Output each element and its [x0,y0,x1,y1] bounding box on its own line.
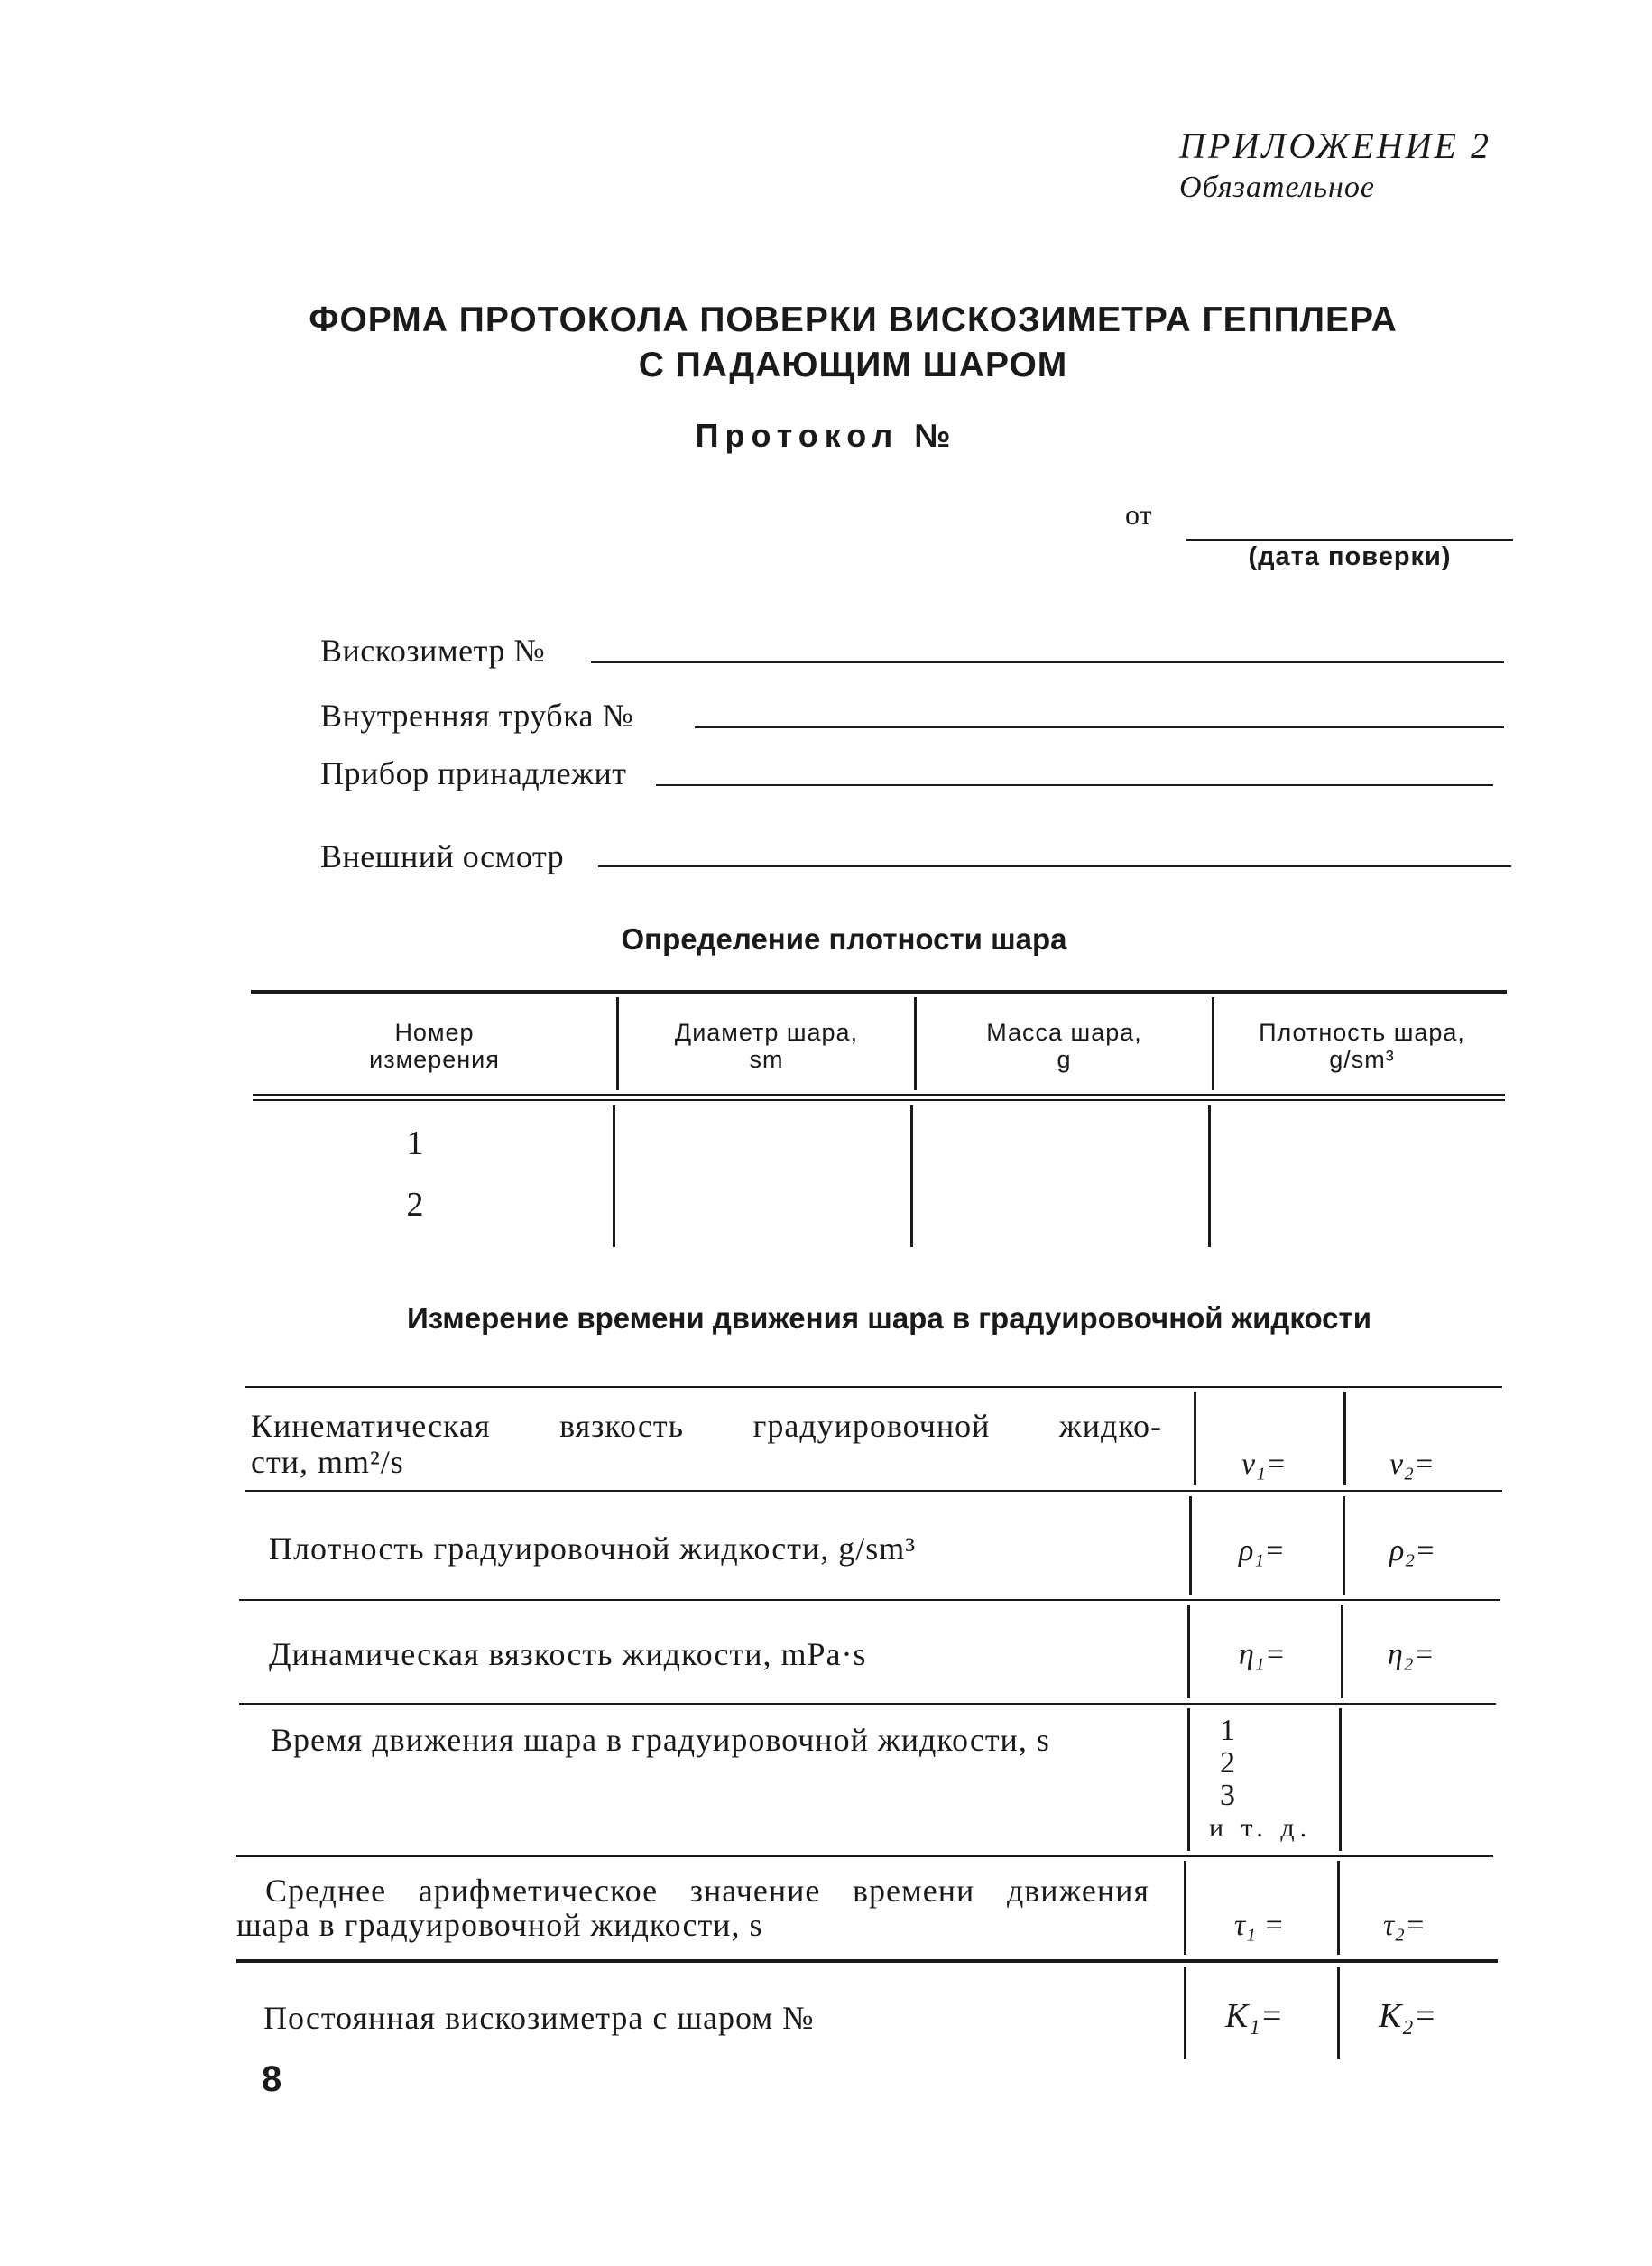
mean-time-value-1: τ₁ = [1234,1909,1285,1942]
time-col-divider-b3 [1341,1605,1343,1698]
fall-time-item-1: 1 [1220,1714,1235,1747]
dynamic-viscosity-label: Динамическая вязкость жидкости, mPa·s [269,1636,867,1672]
appendix-note: Обязательное [1179,171,1375,204]
time-col-divider-a3 [1187,1605,1190,1698]
page-number: 8 [262,2059,282,2099]
viscometer-constant-value-2: K₂= [1379,1997,1437,2035]
time-col-divider-a4 [1187,1708,1190,1851]
viscometer-constant-label: Постоянная вискозиметра с шаром № [263,2000,815,2036]
title-line-1: ФОРМА ПРОТОКОЛА ПОВЕРКИ ВИСКОЗИМЕТРА ГЕППЛЕРА [309,301,1398,339]
kinematic-viscosity-label-line1: Кинематическая вязкость градуировочной жидко- [251,1408,1162,1444]
time-col-divider-b1 [1343,1392,1346,1485]
dynamic-viscosity-value-2: η₂= [1388,1638,1435,1671]
density-table-top-rule [251,990,1507,994]
time-table-rule-1 [245,1490,1502,1492]
owner-field-label: Прибор принадлежит [320,755,627,791]
time-col-divider-a1 [1194,1392,1196,1485]
density-col-header-density: Плотность шара, g/sm³ [1259,1019,1465,1073]
fall-time-list [1209,1714,1313,1845]
time-col-divider-b6 [1337,1967,1340,2059]
mean-time-label-line1: Среднее арифметическое значение времени движения [265,1873,1149,1909]
fluid-density-label: Плотность градуировочной жидкости, g/sm³ [269,1531,917,1567]
external-inspection-label: Внешний осмотр [320,838,565,874]
appendix-header [1179,125,1491,205]
time-table-rule-2 [239,1599,1500,1601]
fall-time-item-3: 3 [1220,1779,1235,1812]
kinematic-viscosity-label-line2: сти, mm²/s [251,1444,404,1480]
time-table-rule-0 [245,1386,1502,1388]
kinematic-viscosity-value-1: ν₁= [1241,1447,1287,1481]
inner-tube-field-line [695,726,1504,728]
fall-time-item-2: 2 [1220,1746,1235,1780]
fall-time-label: Время движения шара в градуировочной жидкости, s [271,1722,1050,1758]
mean-time-value-2: τ₂= [1383,1909,1426,1942]
time-col-divider-b5 [1337,1861,1340,1955]
date-caption: (дата поверки) [1248,542,1452,571]
density-col-divider-1b [613,1105,615,1247]
title-line-2: С ПАДАЮЩИМ ШАРОМ [638,346,1068,384]
time-table-rule-5 [236,1959,1498,1963]
time-col-divider-b2 [1343,1496,1345,1595]
density-table-header-rule-b [253,1099,1505,1101]
density-col-header-mass: Масса шара, g [986,1019,1142,1073]
time-col-divider-b4 [1339,1708,1342,1851]
viscometer-field-label: Вискозиметр № [320,633,546,669]
fluid-density-value-2: ρ₂= [1389,1534,1436,1568]
kinematic-viscosity-value-2: ν₂= [1389,1447,1435,1481]
density-col-divider-2b [910,1105,913,1247]
external-inspection-line [598,865,1511,867]
density-col-header-diameter: Диаметр шара, sm [674,1019,859,1073]
density-section-heading: Определение плотности шара [621,922,1067,956]
owner-field-line [656,784,1493,786]
time-col-divider-a6 [1184,1967,1186,2059]
density-table-header-rule-a [253,1094,1505,1096]
density-row-2: 2 [406,1186,424,1224]
dynamic-viscosity-value-1: η₁= [1239,1638,1286,1671]
density-col-header-number: Номер измерения [369,1019,500,1073]
document-title [0,298,1652,388]
inner-tube-field-label: Внутренняя трубка № [320,698,634,734]
date-blank-line [1186,539,1513,541]
appendix-label: ПРИЛОЖЕНИЕ 2 [1179,125,1491,166]
mean-time-label-line2: шара в градуировочной жидкости, s [236,1907,763,1943]
time-table-rule-4 [236,1855,1493,1857]
protocol-heading: Протокол № [695,417,957,454]
fluid-density-value-1: ρ₁= [1239,1534,1286,1568]
density-col-divider-3b [1208,1105,1211,1247]
time-section-heading: Измерение времени движения шара в градуировочной жидкости [407,1301,1371,1335]
time-col-divider-a5 [1184,1861,1186,1955]
fall-time-item-etc: и т. д. [1209,1813,1313,1843]
time-col-divider-a2 [1189,1496,1192,1595]
viscometer-constant-value-1: K₁= [1225,1997,1284,2035]
date-from-label: от [1125,498,1152,531]
density-row-1: 1 [406,1124,424,1162]
viscometer-field-line [591,661,1504,663]
time-table-rule-3 [239,1703,1496,1705]
